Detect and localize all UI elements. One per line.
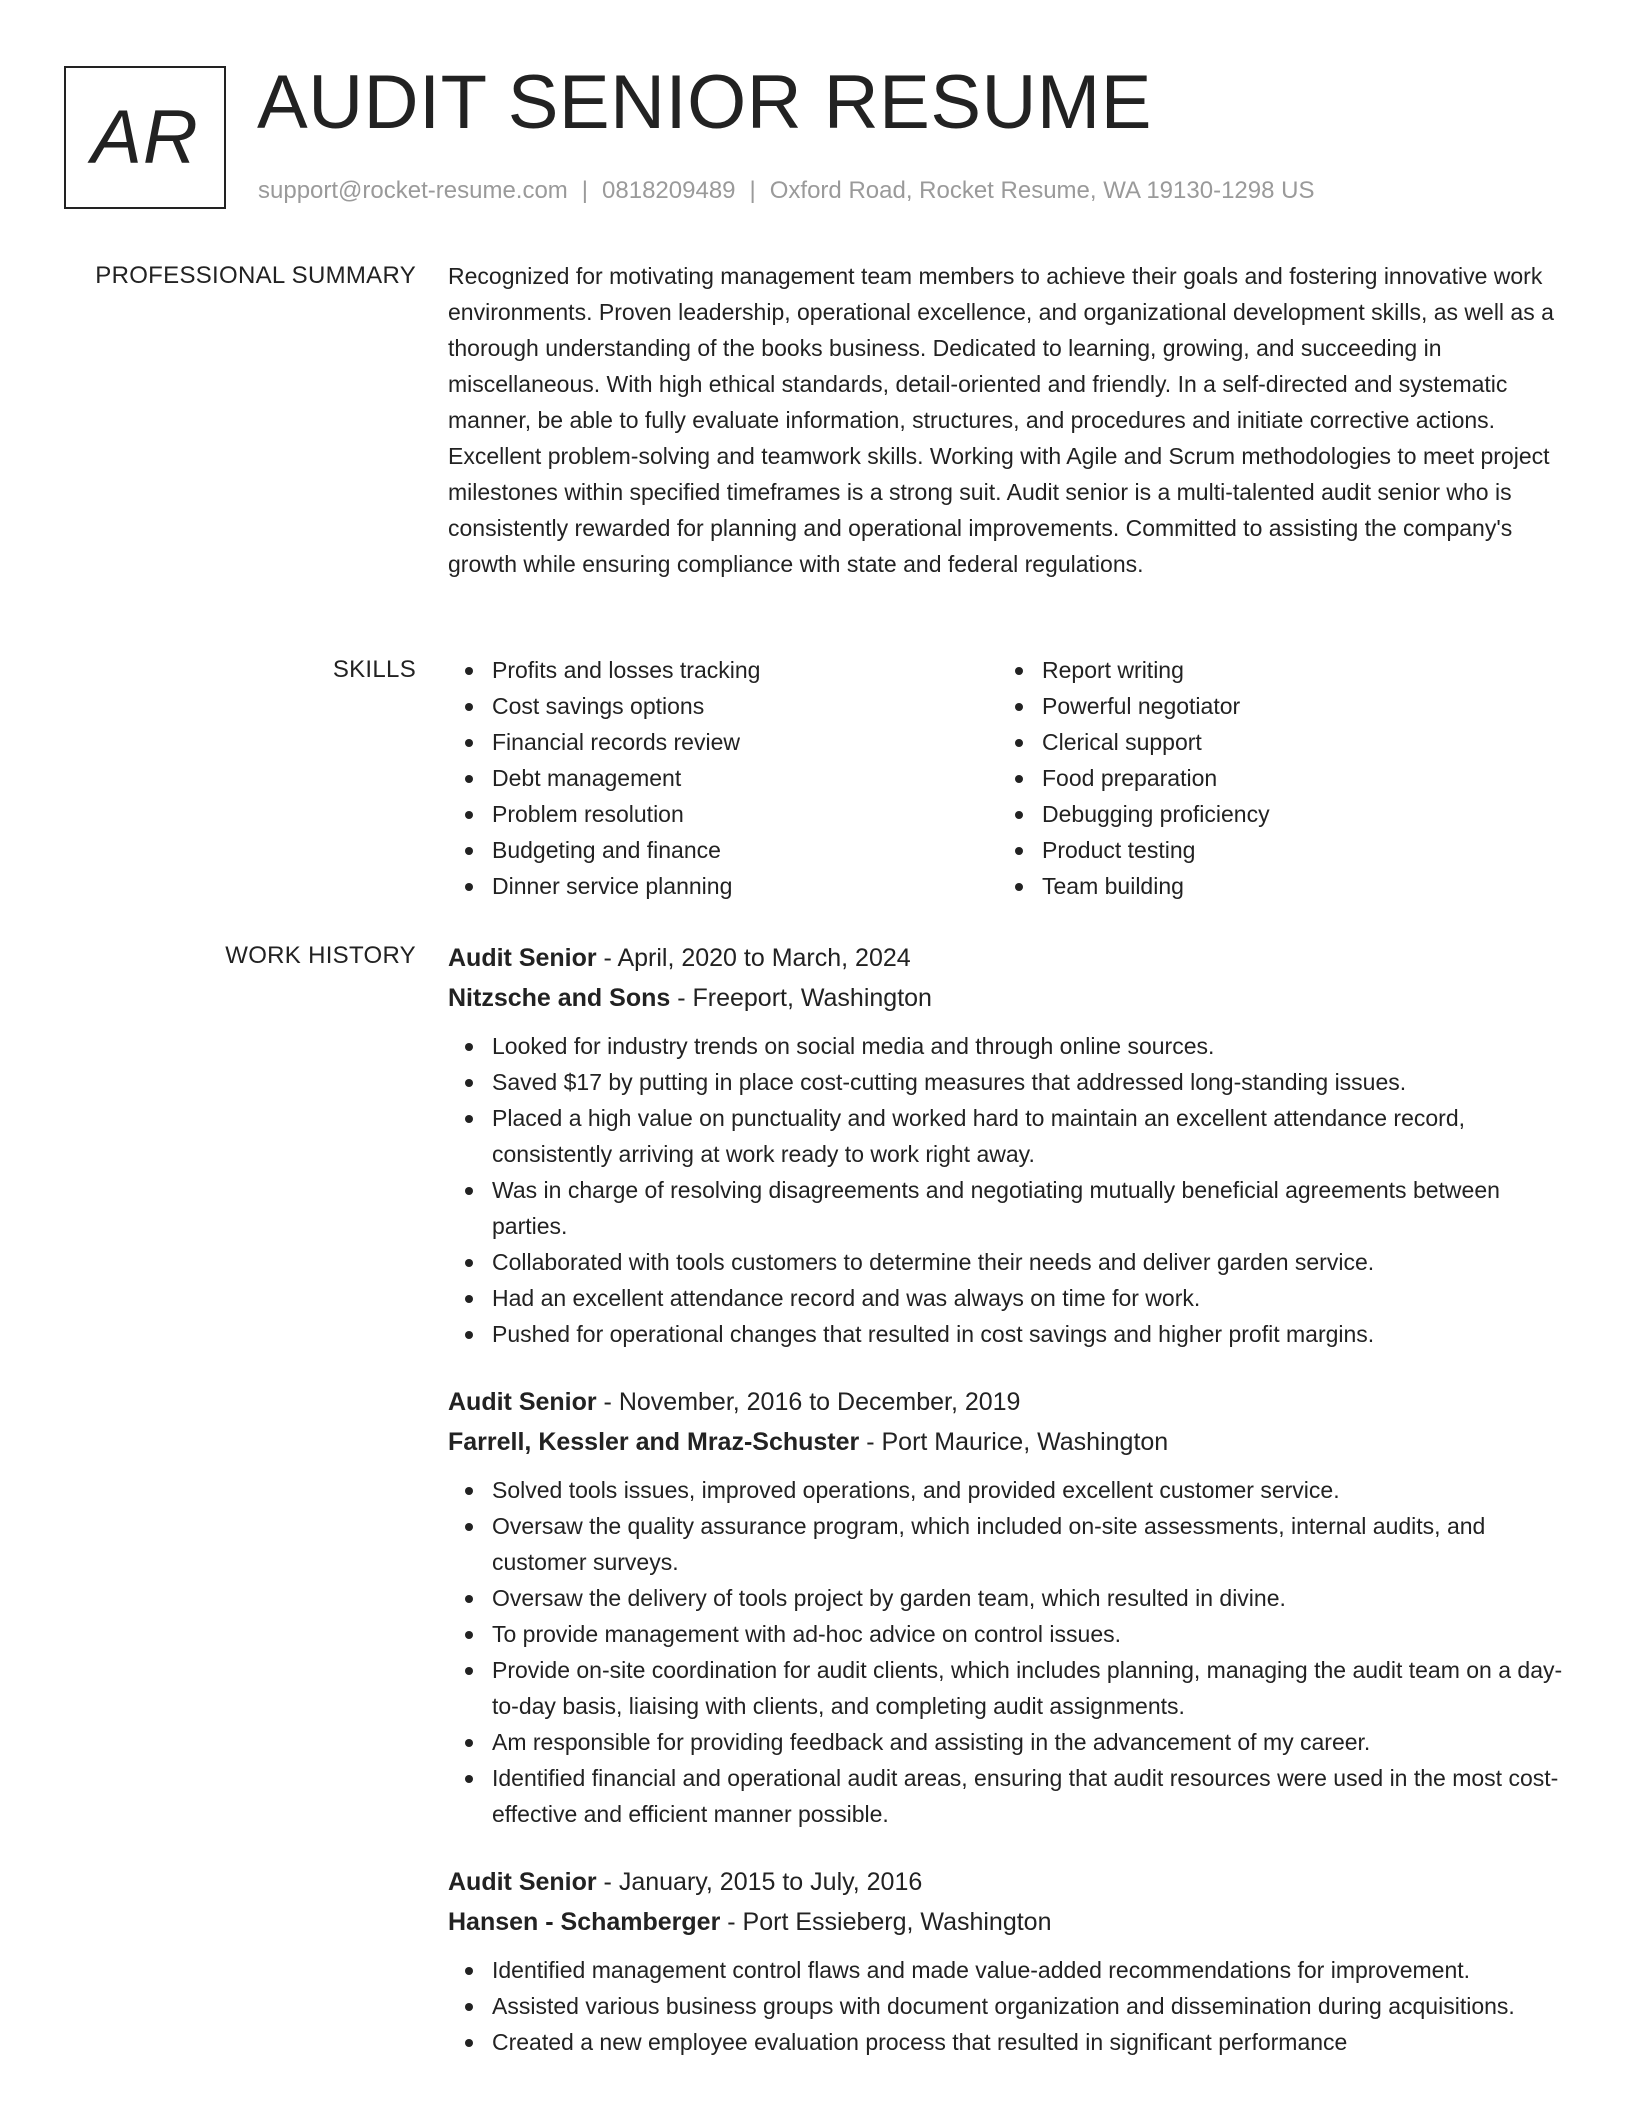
work-history-heading: WORK HISTORY bbox=[225, 942, 416, 969]
contact-email[interactable]: support@rocket-resume.com bbox=[258, 177, 568, 204]
contact-phone[interactable]: 0818209489 bbox=[602, 177, 736, 204]
job-entry bbox=[448, 938, 1570, 1352]
skill-item: Profits and losses tracking bbox=[448, 652, 988, 688]
skills-list-right bbox=[998, 652, 1538, 904]
skills-heading: SKILLS bbox=[332, 656, 416, 683]
job-entry bbox=[448, 1382, 1570, 1832]
skill-item: Debt management bbox=[448, 760, 988, 796]
job-bullets bbox=[448, 1028, 1570, 1352]
skill-item: Dinner service planning bbox=[448, 868, 988, 904]
job-bullet: Collaborated with tools customers to determine their needs and deliver garden service. bbox=[448, 1244, 1570, 1280]
job-bullet: Looked for industry trends on social media and through online sources. bbox=[448, 1028, 1570, 1064]
job-title: Audit Senior bbox=[448, 1388, 597, 1416]
job-title: Audit Senior bbox=[448, 1868, 597, 1896]
job-bullet: Placed a high value on punctuality and worked hard to maintain an excellent attendance record, consistently arriving at work ready to work right away. bbox=[448, 1100, 1570, 1172]
summary-text: Recognized for motivating management team members to achieve their goals and fostering innovative work environments. Proven leadership, operational excellence, and organizational development skills, as well as a thorough understanding of the books business. Dedicated to learning, growing, and succeeding in miscellaneous. With high ethical standards, detail-oriented and friendly. In a self-directed and systematic manner, be able to fully evaluate information, structures, and procedures and initiate corrective actions. Excellent problem-solving and teamwork skills. Working with Agile and Scrum methodologies to meet project milestones within specified timeframes is a strong suit. Audit senior is a multi-talented audit senior who is consistently rewarded for planning and operational improvements. Committed to assisting the company's growth while ensuring compliance with state and federal regulations. bbox=[448, 263, 1554, 577]
skills-list-left bbox=[448, 652, 988, 904]
job-dates: - January, 2015 to July, 2016 bbox=[596, 1868, 923, 1896]
job-bullets bbox=[448, 1472, 1570, 1832]
contact-separator: | bbox=[581, 177, 589, 204]
job-company-line bbox=[448, 978, 1570, 1018]
job-bullet: Solved tools issues, improved operations, and provided excellent customer service. bbox=[448, 1472, 1570, 1508]
skill-item: Budgeting and finance bbox=[448, 832, 988, 868]
job-title-line bbox=[448, 938, 1570, 978]
job-company: Hansen - Schamberger bbox=[448, 1908, 721, 1936]
job-bullet: Saved $17 by putting in place cost-cutting measures that addressed long-standing issues. bbox=[448, 1064, 1570, 1100]
summary-heading: PROFESSIONAL SUMMARY bbox=[95, 262, 416, 289]
job-bullet: To provide management with ad-hoc advice on control issues. bbox=[448, 1616, 1570, 1652]
job-bullet: Am responsible for providing feedback and assisting in the advancement of my career. bbox=[448, 1724, 1570, 1760]
job-bullet: Assisted various business groups with document organization and dissemination during acquisitions. bbox=[448, 1988, 1570, 2024]
job-title: Audit Senior bbox=[448, 944, 597, 972]
skill-item: Report writing bbox=[998, 652, 1538, 688]
job-company-line bbox=[448, 1902, 1570, 1942]
job-bullet: Had an excellent attendance record and was always on time for work. bbox=[448, 1280, 1570, 1316]
contact-address: Oxford Road, Rocket Resume, WA 19130-1298 US bbox=[769, 177, 1315, 204]
jobs-container bbox=[448, 938, 1570, 2090]
monogram-box bbox=[64, 66, 226, 209]
job-location: - Port Maurice, Washington bbox=[859, 1428, 1169, 1456]
skill-item: Clerical support bbox=[998, 724, 1538, 760]
job-company: Farrell, Kessler and Mraz-Schuster bbox=[448, 1428, 860, 1456]
job-bullet: Created a new employee evaluation process that resulted in significant performance bbox=[448, 2024, 1570, 2060]
skill-item: Financial records review bbox=[448, 724, 988, 760]
skill-item: Problem resolution bbox=[448, 796, 988, 832]
job-bullet: Identified financial and operational audit areas, ensuring that audit resources were used in the most cost-effective and efficient manner possible. bbox=[448, 1760, 1570, 1832]
skill-item: Cost savings options bbox=[448, 688, 988, 724]
job-title-line bbox=[448, 1382, 1570, 1422]
job-dates: - November, 2016 to December, 2019 bbox=[596, 1388, 1021, 1416]
job-company-line bbox=[448, 1422, 1570, 1462]
job-bullet: Oversaw the delivery of tools project by garden team, which resulted in divine. bbox=[448, 1580, 1570, 1616]
job-location: - Port Essieberg, Washington bbox=[720, 1908, 1052, 1936]
monogram-initials: AR bbox=[91, 95, 199, 180]
skill-item: Debugging proficiency bbox=[998, 796, 1538, 832]
skill-item: Product testing bbox=[998, 832, 1538, 868]
page-title: AUDIT SENIOR RESUME bbox=[257, 60, 1152, 145]
skill-item: Food preparation bbox=[998, 760, 1538, 796]
job-title-line bbox=[448, 1862, 1570, 1902]
contact-line bbox=[258, 176, 1314, 206]
job-bullet: Identified management control flaws and made value-added recommendations for improvement. bbox=[448, 1952, 1570, 1988]
skill-item: Powerful negotiator bbox=[998, 688, 1538, 724]
job-bullet: Was in charge of resolving disagreements and negotiating mutually beneficial agreements between parties. bbox=[448, 1172, 1570, 1244]
summary-body bbox=[448, 258, 1570, 582]
job-bullet: Pushed for operational changes that resulted in cost savings and higher profit margins. bbox=[448, 1316, 1570, 1352]
job-entry bbox=[448, 1862, 1570, 2060]
contact-separator: | bbox=[749, 177, 756, 204]
job-bullets bbox=[448, 1952, 1570, 2060]
job-company: Nitzsche and Sons bbox=[448, 984, 671, 1012]
job-location: - Freeport, Washington bbox=[670, 984, 932, 1012]
skill-item: Team building bbox=[998, 868, 1538, 904]
job-dates: - April, 2020 to March, 2024 bbox=[596, 944, 911, 972]
job-bullet: Oversaw the quality assurance program, which included on-site assessments, internal audits, and customer surveys. bbox=[448, 1508, 1570, 1580]
job-bullet: Provide on-site coordination for audit clients, which includes planning, managing the audit team on a day-to-day basis, liaising with clients, and completing audit assignments. bbox=[448, 1652, 1570, 1724]
